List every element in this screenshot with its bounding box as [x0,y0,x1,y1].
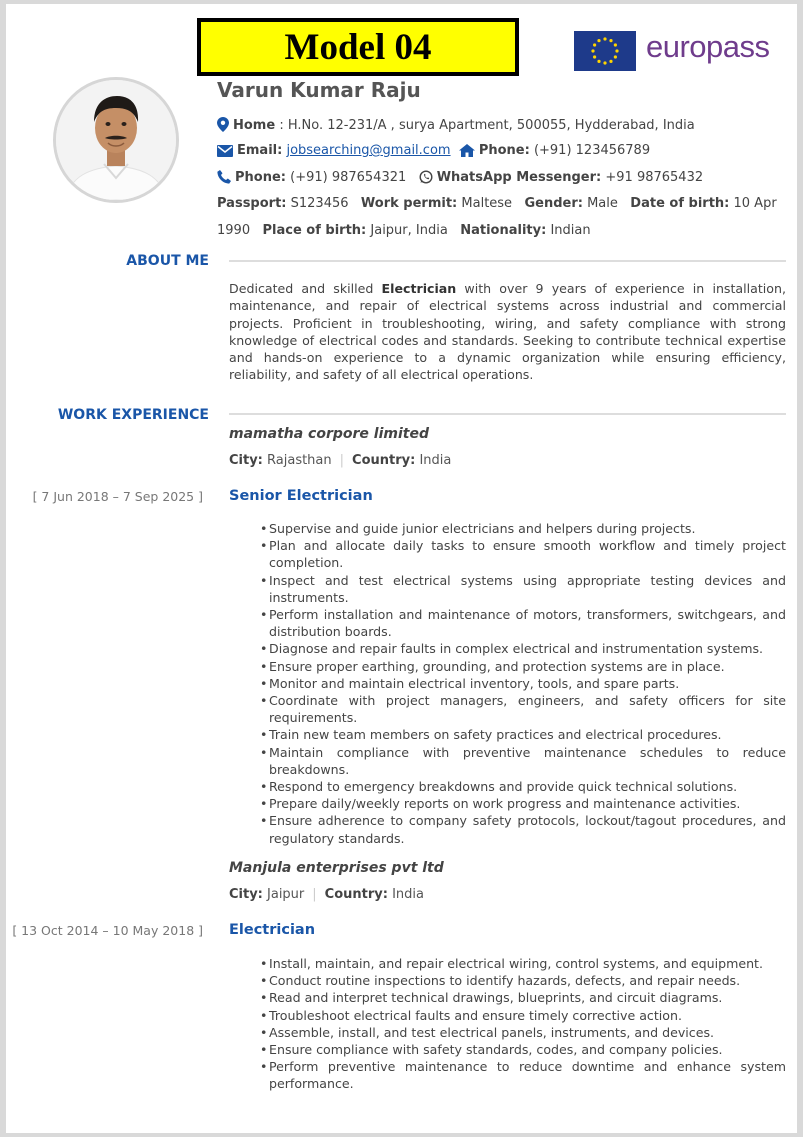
pob-label: Place of birth: [262,223,367,238]
company-name: Manjula enterprises pvt ltd [229,860,444,876]
europass-logo-text: europass [646,29,770,64]
job-duties-list [261,520,786,847]
city-label: City: [229,887,263,902]
duty-item: • Maintain compliance with preventive maintenance schedules to reduce breakdowns. [261,744,786,778]
resume-page [6,4,797,1133]
about-me-heading: ABOUT ME [126,253,209,269]
duty-item: • Assemble, install, and test electrical panels, instruments, and devices. [261,1024,786,1041]
eu-flag-icon [574,31,636,71]
whatsapp-label: WhatsApp Messenger: [436,170,602,185]
about-text-part-2: with over 9 years of experience in installation, maintenance, and repair of electrical systems across industrial and commercial projects. Proficient in troubleshooting, wiring, and safety compliance with strong knowledge of electrical codes and standards. Seeking to contribute technical expertise and hands-on experience to a dynamic organization while ensuring efficiency, reliability, and safety of all electrical operations. [229,281,786,383]
job-role: Senior Electrician [229,488,373,504]
eu-star-icon [593,43,596,46]
eu-star-icon [614,43,617,46]
passport-value: S123456 [286,196,349,211]
job-dates: [ 7 Jun 2018 – 7 Sep 2025 ] [32,489,203,504]
phone-label-2: Phone: [235,170,286,185]
personal-details-line-1 [217,196,777,211]
duty-item: • Diagnose and repair faults in complex electrical and instrumentation systems. [261,640,786,657]
pob-value: Jaipur, India [366,223,448,238]
work-permit-label: Work permit: [360,196,458,211]
eu-star-icon [597,60,600,63]
candidate-name: Varun Kumar Raju [217,78,421,102]
model-banner-label: Model 04 [284,26,432,68]
whatsapp-value: +91 98765432 [601,170,704,185]
dob-value-part-1: 10 Apr [729,196,777,211]
duty-item: • Inspect and test electrical systems using appropriate testing devices and instruments. [261,572,786,606]
duty-item: • Train new team members on safety practices and electrical procedures. [261,726,786,743]
model-banner [197,18,519,76]
phone-whatsapp-line [217,170,703,185]
about-divider [229,260,786,262]
nationality-label: Nationality: [460,223,547,238]
eu-star-icon [593,55,596,58]
email-label: Email: [237,143,283,158]
whatsapp-icon [419,170,433,184]
phone-icon [217,170,231,184]
experience-divider [229,413,786,415]
about-me-text [229,280,786,384]
gender-label: Gender: [524,196,583,211]
city-value: Jaipur [262,887,305,902]
duty-item: • Respond to emergency breakdowns and provide quick technical solutions. [261,778,786,795]
house-icon [459,144,475,157]
city-value: Rajasthan [262,453,332,468]
duty-item: • Ensure compliance with safety standards, codes, and company policies. [261,1041,786,1058]
job-role: Electrician [229,922,316,938]
envelope-icon [217,145,233,157]
duty-item: • Coordinate with project managers, engineers, and safety officers for site requirements. [261,692,786,726]
duty-item: • Perform installation and maintenance of motors, transformers, switchgears, and distribution boards. [261,606,786,640]
city-label: City: [229,453,263,468]
job-location [229,887,424,902]
email-phone-line [217,143,650,158]
home-address-line [217,117,695,133]
eu-star-icon [597,39,600,42]
duty-item: • Plan and allocate daily tasks to ensure smooth workflow and timely project completion. [261,537,786,571]
job-location [229,453,451,468]
duty-item: • Monitor and maintain electrical inventory, tools, and spare parts. [261,675,786,692]
duty-item: • Conduct routine inspections to identify hazards, defects, and repair needs. [261,972,786,989]
job-duties-list [261,955,786,1093]
location-pin-icon [217,117,229,132]
duty-item: • Prepare daily/weekly reports on work progress and maintenance activities. [261,795,786,812]
duty-item: • Troubleshoot electrical faults and ensure timely corrective action. [261,1007,786,1024]
work-experience-heading: WORK EXPERIENCE [57,407,209,423]
person-avatar-icon [56,80,176,200]
duty-item: • Supervise and guide junior electricians and helpers during projects. [261,520,786,537]
phone-value-2: (+91) 987654321 [285,170,407,185]
nationality-value: Indian [546,223,591,238]
eu-star-icon [609,60,612,63]
passport-label: Passport: [217,196,287,211]
eu-star-icon [615,49,618,52]
location-separator: | [339,453,345,468]
dob-value-part-2: 1990 [217,223,251,238]
country-value: India [387,887,424,902]
gender-value: Male [582,196,618,211]
about-text-part-1: Dedicated and skilled [229,281,382,296]
home-value: : H.No. 12-231/A , surya Apartment, 500055, Hydderabad, India [275,118,695,133]
duty-item: • Read and interpret technical drawings, blueprints, and circuit diagrams. [261,989,786,1006]
duty-item: • Ensure proper earthing, grounding, and protection systems are in place. [261,658,786,675]
eu-star-icon [591,49,594,52]
eu-star-icon [603,61,606,64]
home-label: Home [233,118,276,133]
duty-item: • Perform preventive maintenance to reduce downtime and enhance system performance. [261,1058,786,1092]
work-permit-value: Maltese [457,196,513,211]
phone-value-1: (+91) 123456789 [529,143,651,158]
profile-photo [53,77,179,203]
duty-item: • Install, maintain, and repair electrical wiring, control systems, and equipment. [261,955,786,972]
eu-star-icon [614,55,617,58]
personal-details-line-2 [217,223,591,238]
phone-label-1: Phone: [478,143,530,158]
country-label: Country: [324,887,388,902]
about-text-bold: Electrician [381,281,457,296]
eu-star-icon [603,37,606,40]
company-name: mamatha corpore limited [229,426,429,442]
dob-label: Date of birth: [630,196,730,211]
duty-item: • Ensure adherence to company safety protocols, lockout/tagout procedures, and regulatory standards. [261,812,786,846]
eu-star-icon [609,39,612,42]
country-value: India [415,453,452,468]
email-link[interactable]: jobsearching@gmail.com [286,143,451,158]
location-separator: | [312,887,317,902]
country-label: Country: [352,453,416,468]
job-dates: [ 13 Oct 2014 – 10 May 2018 ] [12,923,203,938]
